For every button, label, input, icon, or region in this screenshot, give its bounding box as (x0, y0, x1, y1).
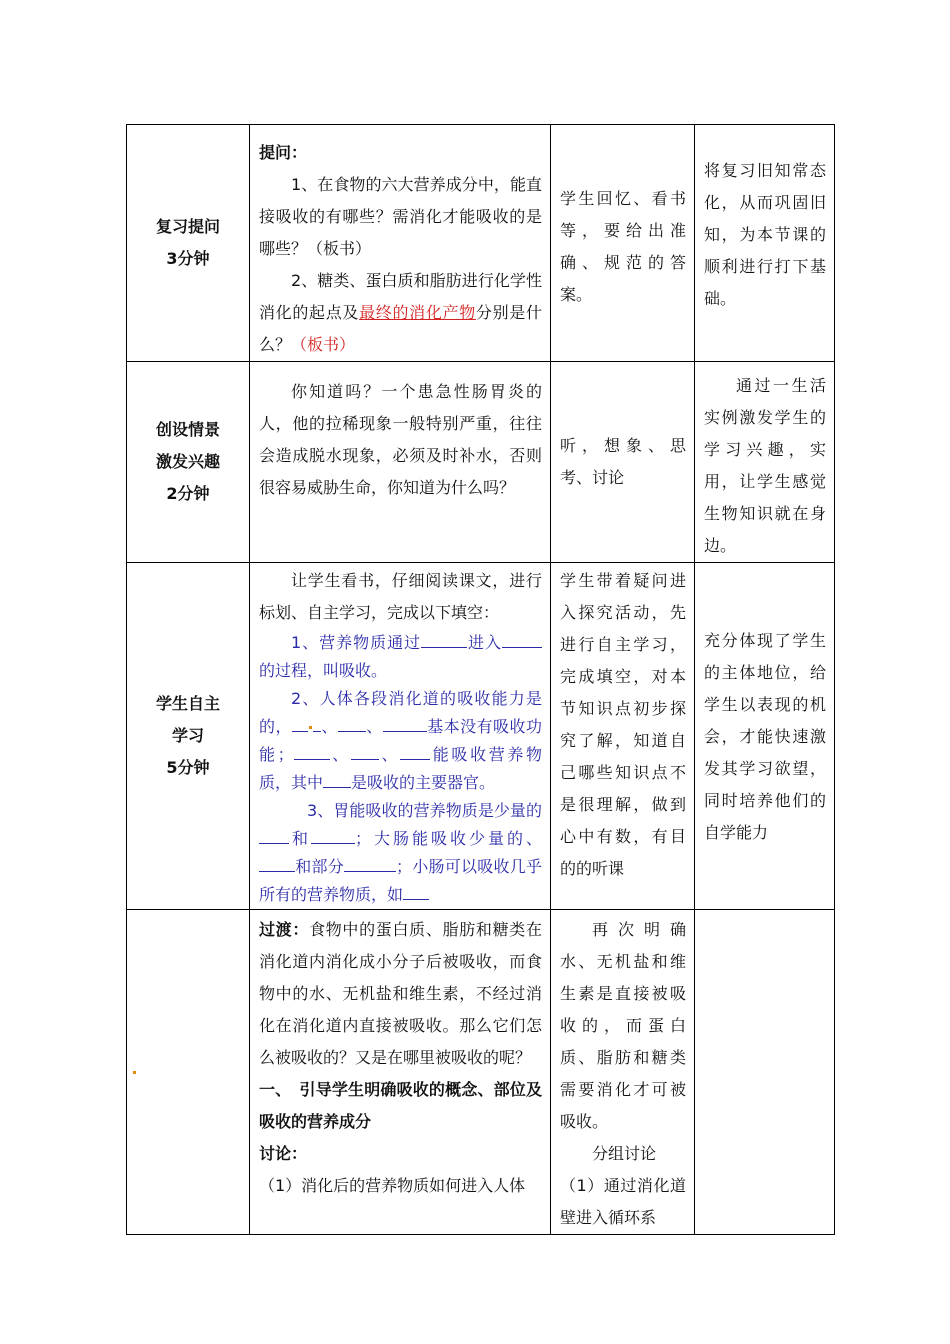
transition-text: 过渡：食物中的蛋白质、脂肪和糖类在消化道内消化成小分子后被吸收，而食物中的水、无机盐和维生素，不经过消化在消化道内直接被吸收。那么它们怎么被吸收的？又是在哪里被吸收的呢？ (259, 920, 542, 1067)
intent-cell (695, 362, 835, 563)
student-cell (551, 563, 695, 910)
group-discussion: 分组讨论 (592, 1144, 657, 1163)
content-cell (250, 563, 551, 910)
fill-blank-2: 2、人体各段消化道的吸收能力是的， 、 、 基本没有吸收功能； 、 、 能吸收营养物质，其中 是吸收的主要器官。 (259, 689, 542, 792)
student-activity: 听，想象、思考、讨论 (560, 436, 686, 487)
student-cell (551, 362, 695, 563)
table-row (127, 563, 835, 910)
stage-cell (127, 125, 250, 362)
content-cell (250, 125, 551, 362)
stage-subtitle: 激发兴趣 (155, 452, 220, 471)
design-intent: 将复习旧知常态化，从而巩固旧知，为本节课的顺利进行打下基础。 (704, 161, 826, 308)
student-answer-1: （1）通过消化道壁进入循环系 (560, 1176, 686, 1227)
board-note: （板书） (291, 335, 356, 354)
question-heading: 提问： (259, 143, 308, 162)
stage-duration: 5分钟 (166, 758, 210, 777)
stage-subtitle: 学习 (171, 726, 204, 745)
student-activity: 学生带着疑问进入探究活动，先进行自主学习，完成填空，对本节知识点初步探究了解，知道自己哪些知识点不是很理解，做到心中有数，有目的的听课 (560, 571, 686, 878)
stage-duration: 2分钟 (166, 484, 210, 503)
fill-blank-1: 1、营养物质通过 进入的过程，叫吸收。 (259, 629, 542, 685)
design-intent: 充分体现了学生的主体地位，给学生以表现的机会，才能快速激发其学习欲望，同时培养他们的自学能力 (704, 631, 826, 842)
stage-title: 学生自主 (155, 694, 220, 713)
discussion-label: 讨论： (259, 1144, 308, 1163)
table-row (127, 362, 835, 563)
question-1: 1、在食物的六大营养成分中，能直接吸收的有哪些？需消化才能吸收的是哪些？（板书） (259, 175, 542, 258)
student-cell (551, 125, 695, 362)
stage-cell (127, 910, 250, 1235)
design-intent: 通过一生活实例激发学生的学习兴趣，实用，让学生感觉生物知识就在身边。 (704, 376, 826, 555)
question-2: 2、糖类、蛋白质和脂肪进行化学性消化的起点及最终的消化产物分别是什么？（板书） (259, 271, 542, 354)
content-cell (250, 910, 551, 1235)
stage-cell (127, 563, 250, 910)
self-study-intro: 让学生看书，仔细阅读课文，进行标划、自主学习，完成以下填空： (259, 571, 542, 622)
student-activity: 学生回忆、看书等，要给出准确、规范的答案。 (560, 189, 686, 304)
stage-title: 创设情景 (155, 420, 220, 439)
table-row (127, 910, 835, 1235)
lesson-plan-table (126, 124, 835, 1235)
intent-cell (695, 563, 835, 910)
highlight-text: 最终的消化产物 (359, 303, 476, 322)
student-cell (551, 910, 695, 1235)
student-activity: 再次明确水、无机盐和维生素是直接被吸收的，而蛋白质、脂肪和糖类需要消化才可被吸收。 (560, 920, 686, 1131)
section-heading: 一、 引导学生明确吸收的概念、部位及吸收的营养成分 (259, 1080, 542, 1131)
content-cell (250, 362, 551, 563)
stage-duration: 3分钟 (166, 249, 210, 268)
discussion-question-1: （1）消化后的营养物质如何进入人体 (259, 1176, 526, 1195)
table-row (127, 125, 835, 362)
stage-cell (127, 362, 250, 563)
stage-title: 复习提问 (155, 217, 220, 236)
scenario-text: 你知道吗？一个患急性肠胃炎的人，他的拉稀现象一般特别严重，往往会造成脱水现象，必须及时补水，否则很容易威胁生命，你知道为什么吗？ (259, 382, 542, 497)
bullet-mark (133, 1071, 136, 1074)
intent-cell (695, 125, 835, 362)
fill-blank-3: 3、胃能吸收的营养物质是少量的和 ；大肠能吸收少量的、和部分 ；小肠可以吸收几乎所有的营养物质，如 (259, 801, 542, 904)
intent-cell (695, 910, 835, 1235)
